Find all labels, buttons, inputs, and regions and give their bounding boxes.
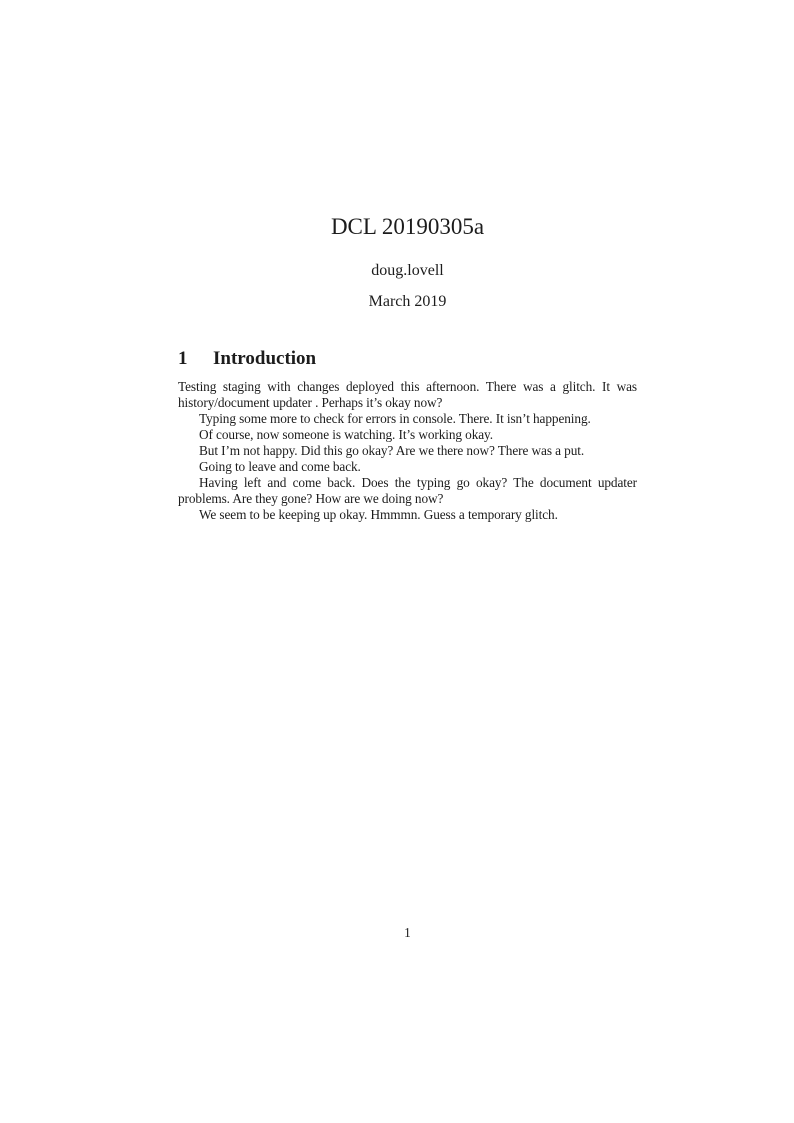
- document-title: DCL 20190305a: [330, 214, 485, 239]
- document-date: March 2019: [368, 293, 447, 310]
- paragraph: We seem to be keeping up okay. Hmmmn. Guess a temporary glitch.: [199, 507, 558, 522]
- paragraph: Of course, now someone is watching. It’s working okay.: [199, 427, 493, 442]
- section-body: [178, 379, 637, 523]
- document-author: doug.lovell: [371, 262, 444, 279]
- paragraph: Typing some more to check for errors in console. There. It isn’t happening.: [199, 411, 591, 426]
- paragraph: But I’m not happy. Did this go okay? Are we there now? There was a put.: [199, 443, 585, 458]
- section-number: 1: [178, 348, 188, 369]
- paragraph: Testing staging with changes deployed this afternoon. There was a glitch. It was history/document updater . Perhaps it’s okay now?: [178, 379, 637, 410]
- paragraph: Having left and come back. Does the typing go okay? The document updater problems. Are they gone? How are we doing now?: [178, 475, 637, 506]
- section-heading: [178, 349, 637, 368]
- section-title: Introduction: [213, 348, 317, 369]
- page-number: 1: [404, 925, 411, 940]
- text-block: [178, 0, 637, 523]
- paragraph: Going to leave and come back.: [199, 459, 361, 474]
